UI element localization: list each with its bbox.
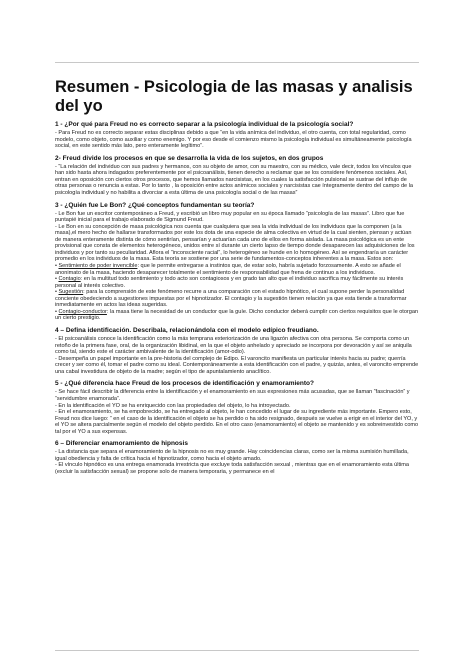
bottom-divider: [55, 650, 419, 651]
section-1: [55, 121, 419, 150]
paragraph: - Le Bon fue un escritor contemporáneo a Freud, y escribió un libro muy popular en su época llamado “psicología de las masas”. Libro que fue puntapié inicial para el trabajo elaborado de Sigmund Freud.: [55, 210, 405, 224]
bullet-item: • Sugestión: para la comprensión de este fenómeno recurre a una comparación con el estado hipnótico, el cual supone perder la personalidad conciente obedeciendo a sugestiones impuestas por el hipnotizador. El contagio y la sugestión tienen relación ya que esta tiende a transformar inmediatamente en actos las ideas sugeridas.: [55, 289, 407, 309]
bullet-text: : para la comprensión de este fenómeno recurre a una comparación con el estado hipnótico, el cual supone perder la personalidad conciente obedeciendo a sugestiones impuestas por el hipnotizador. El contagio y la sugestión tienen relación ya que esta tiende a transformar inmediatamente en actos las ideas sugeridas.: [55, 289, 407, 309]
bullet-term: Contagio-conductor: [58, 308, 107, 315]
paragraph: - En el enamoramiento, se ha empobrecido, se ha entregado al objeto, le han concedido el lugar de su ingrediente más importante. Empero esto, Freud nos dice luego: “ en el caso de la identificación el objeto se ha perdido o ha sido resignado, después se vuelve a erigir en el interior del YO, y el YO se altera parcialmente según el modelo del objeto perdido. En el otro caso (enamoramiento) el objeto se mantenido y es sobreinvestido como tal por el YO a sus expensas.: [55, 409, 419, 435]
paragraph: - “La relación del individuo con sus padres y hermanos, con su objeto de amor, con su maestro, con su médico, vale decir, todos los vínculos que han sido hasta ahora indagados preferentemente por el psicoanálisis, tienen derecho a reclamar que se los considere fenómenos sociales. Así, entran en oposición con ciertos otros procesos, que hemos llamados narcisistas, en los cuales la satisfacción pulsional se sustrae del influjo de otras personas o renuncia a estas. Por lo tanto , la oposición entre actos anímicos sociales y narcisistas cae íntegramente dentro del campo de la psicología individual y no habilita a divorciar a esta última de una psicología social o de las masas”: [55, 163, 413, 197]
section-6: [55, 440, 419, 475]
bullet-term: Sentimiento de poder invencible: [58, 263, 138, 270]
section-heading: 1 - ¿Por qué para Freud no es correcto separar a la psicología individual de la psicología social?: [55, 121, 354, 128]
paragraph: - El psicoanálisis conoce la identificación como la más temprana exteriorización de una ligazón afectiva con otra persona. Se comporta como un retoño de la primera fase, oral, de la organización libidinal, en la que el objeto anhelado y apreciado se incorpora por devoración y así se aniquila como tal, siendo este el carácter ambivalente de la identificación (amor-odio).: [55, 336, 412, 356]
section-5: [55, 380, 419, 435]
bullet-text: : que le permite entregarse a instintos que, de estar solo, habría sujetado forzosamente. A esto se añade el anonimato de la masa, haciendo desaparecer totalmente el sentimiento de responsabilidad que frena de continuo a los individuos.: [55, 263, 401, 276]
section-2: [55, 155, 419, 197]
bullet-item: • Sentimiento de poder invencible: que le permite entregarse a instintos que, de estar solo, habría sujetado forzosamente. A esto se añade el anonimato de la masa, haciendo desaparecer totalmente el sentimiento de responsabilidad que frena de continuo a los individuos.: [55, 263, 401, 276]
document-body: [55, 121, 419, 481]
bullet-text: : la masa tiene la necesidad de un conductor que la guíe. Dicho conductor deberá cumplir con ciertos requisitos que le otorgan un cierto prestigio.: [55, 308, 419, 322]
paragraph: - Para Freud no es correcto separar estas disciplinas debido a que “en la vida anímica del individuo, el otro cuenta, con total regularidad, como modelo, como objeto, como auxiliar y como enemigo. Y por eso desde el comienzo mismo la psicología individual es simultáneamente psicología social, en este sentido más lato, pero enteramente legítimo”.: [55, 130, 412, 150]
bullet-term: Contagio: [58, 276, 81, 283]
top-divider: [55, 62, 419, 63]
section-4: [55, 327, 419, 375]
bullet-item: • Contagio-conductor: la masa tiene la necesidad de un conductor que la guíe. Dicho conductor deberá cumplir con ciertos requisitos que le otorgan un cierto prestigio.: [55, 308, 419, 322]
section-heading: 2- Freud divide los procesos en que se desarrolla la vida de los sujetos, en dos grupos: [55, 154, 324, 162]
paragraph: - Se hace fácil describir la diferencia entre la identificación y el enamoramiento en sus expresiones más acusadas, que se llaman “fascinación” y “servidumbre enamorada”.: [55, 389, 410, 402]
paragraph: - La distancia que separa el enamoramiento de la hipnosis no es muy grande. Hay coincidencias claras, como ser la misma sumisión humillada, igual obediencia y falta de crítica hacia el hipnotizador, como hacia el objeto amado.: [55, 449, 409, 462]
section-heading: 6 – Diferenciar enamoramiento de hipnosis: [55, 440, 188, 448]
bullet-item: • Contagio: en la multitud todo sentimiento y todo acto son contagiosos y en grado tan alto que el individuo sacrifica muy fácilmente su interés personal al interés colectivo.: [55, 276, 404, 289]
section-heading: 3 - ¿Quién fue Le Bon? ¿Qué conceptos fundamentan su teoría?: [55, 201, 255, 209]
bullet-text: : en la multitud todo sentimiento y todo acto son contagiosos y en grado tan alto que el individuo sacrifica muy fácilmente su interés personal al interés colectivo.: [55, 276, 404, 289]
document-title: Resumen - Psicologia de las masas y analisis del yo: [55, 78, 413, 115]
paragraph: - En la identificación el YO se ha enriquecido con las propiedades del objeto, lo ha introyectado.: [55, 402, 291, 409]
section-heading: 5 - ¿Qué diferencia hace Freud de los procesos de identificación y enamoramiento?: [55, 380, 314, 388]
paragraph: - El vínculo hipnótico es una entrega enamorada irrestricta que excluye toda satisfacción sexual , mientras que en el enamoramiento esta última (excluir la satisfacción sexual) se propone solo de manera temporaria, y permanece en el: [55, 462, 409, 475]
paragraph: - Le Bon en su concepción de masa psicológica nos cuenta que cualquiera que sea la vida individual de los individuos que la componen (a la masa),el mero hecho de hallarse transformados por este los dota de una especie de alma colectiva en virtud de la cual sienten, piensan y actúan de manera enteramente distinta de cómo sentirían, pensarían y actuarían cada uno de ellos en forma aislada. La masa psicológica es un ente provisional que consta de elementos heterogéneos, unidos entre sí durante un cierto lapso de tiempo donde desaparecen las adquisiciones de los individuos y por tanto su peculiaridad. Aflora el “inconsciente racial”, lo heterogéneo se hunde en lo homogéneo. Así se engendraría un carácter promedio en los individuos de la masa. Esta teoría se sostiene por una serie de fundamentos-conceptos inherentes a la masa. Estos son:: [55, 223, 415, 263]
section-3: [55, 202, 419, 322]
section-heading: 4 – Defina identificación. Describala, relacionándola con el modelo edípico freudiano.: [55, 326, 319, 334]
paragraph: - Desempeña un papel importante en la pre-historia del complejo de Edipo. El varoncito manifiesta un particular interés hacia su padre; querría crecer y ser como él, tomar el padre como su ideal. Contemporáneamente a esta identificación con el padre, y quizás, antes, el varoncito emprende una cabal investidura de objeto de la madre; según el tipo de apuntalamiento anaclítico.: [55, 355, 419, 375]
bullet-term: Sugestión: [58, 289, 84, 296]
